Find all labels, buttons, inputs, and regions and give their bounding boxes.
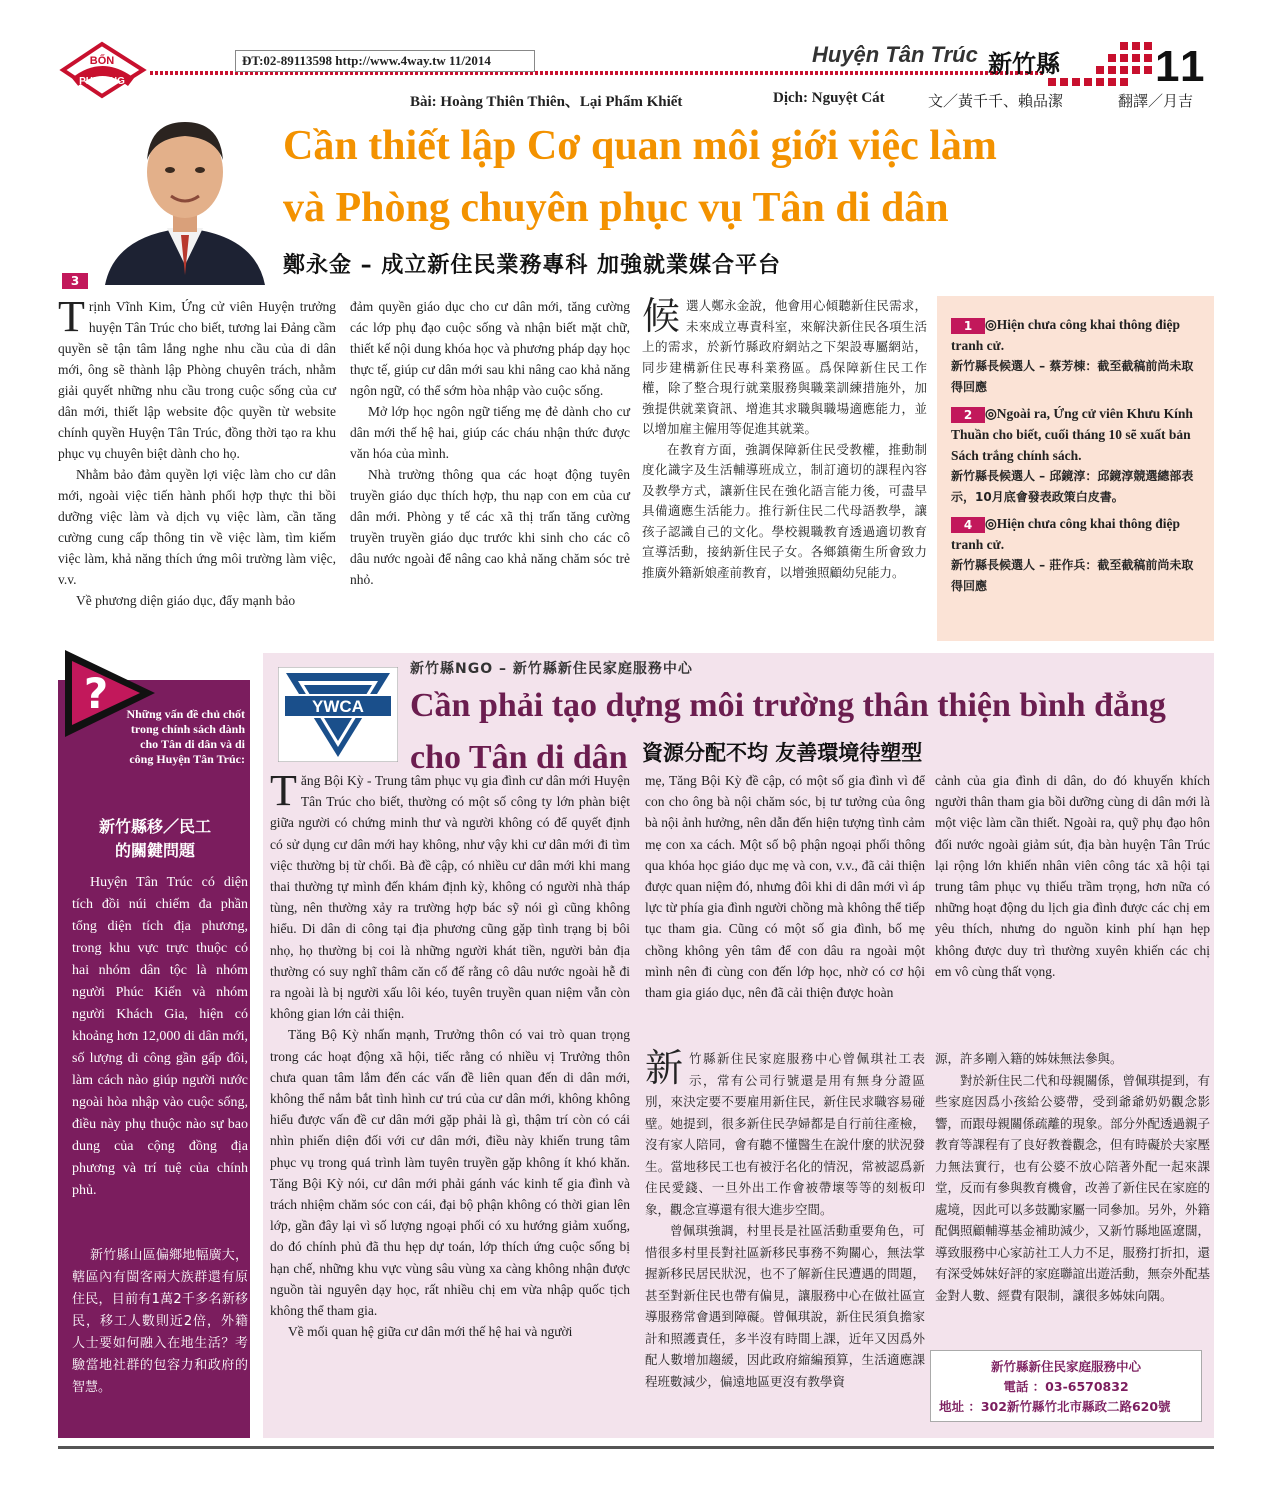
paragraph — [642, 296, 927, 440]
lower-article-column-2 — [645, 770, 925, 1003]
ywca-logo — [278, 667, 398, 762]
region-name-zh: 新竹縣 — [988, 50, 1060, 78]
paragraph: Về phương diện giáo dục, đẩy mạnh bảo — [76, 593, 296, 608]
paragraph: Tăng Bộ Kỳ nhấn mạnh, Trưởng thôn có vai trò quan trọng trong các hoạt động xã hội, tiếc rằng có nhiều vị Trưởng thôn chưa quan tâm lắm đến các vấn đề liên quan đến di dân mới, không thể nắm bắt tình hình cư trú của cư dân mới, không không hiểu được vấn đề cư dân mới gặp phải là gì, thậm trí còn có cái nhìn phiến diện đối với cư dân mới, điều này khiến trung tâm phục vụ trong quá trình làm tuyên truyền gặp không ít khó khăn. Tăng Bội Kỳ nói, cư dân mới phải gánh vác kinh tế gia đình và trách nhiệm chăm sóc con cái, đại bộ phận không có thời gian lên lớp, gần đây lại vì số lượng ngoại phối có xu hướng giảm xuống, do đó chính phủ đã thu hẹp dự toán, lớp thích ứng cuộc sống bị hạn chế, những khu vực vùng sâu vùng xa càng không nhận được nguồn tài nguyên dạy học, rất nhiều chị em vừa nhập quốc tịch không thể tham gia. — [270, 1027, 630, 1319]
paragraph: 曾佩琪強調，村里長是社區活動重要角色，可惜很多村里長對社區新移民事務不夠關心，無法掌握新移民居民狀況，也不了解新住民遭遇的問題，甚至對新住民也帶有偏見，讓服務中心在做社區宣導服務常會遇到障礙。曾佩琪說，新住民須負擔家計和照護責任，多半沒有時間上課，近年又因爲外配人數增加趨緩，因此政府縮編預算，生活適應課程班數減少，偏遠地區更沒有教學資 — [645, 1223, 925, 1389]
lower-article-column-1 — [270, 766, 630, 1342]
paragraph-text: rịnh Vĩnh Kim, Ứng cử viên Huyện trưởng huyện Tân Trúc cho biết, tương lai Đảng cầm quyền sẽ tận tâm lắng nghe nhu cầu của di dân mới, ông sẽ thành lập Phòng chuyên trách, nhằm giải quyết những nhu cầu trong cuộc sống của cư dân mới, thiết lập website độc quyền từ website chính quyền Huyện Tân Trúc, đồng thời tạo ra khu phục vụ chuyên biệt dành cho họ. — [58, 299, 336, 461]
side-panel-body — [72, 872, 248, 1202]
photo-number-badge: 3 — [62, 273, 88, 289]
side-panel-title-zh — [70, 815, 240, 863]
paragraph — [645, 1048, 925, 1220]
sidebar-item-number: 4 — [951, 517, 985, 533]
sidebar-item — [951, 314, 1200, 398]
lower-article-column-zh-1 — [645, 1048, 925, 1392]
top-article-column-2 — [350, 296, 630, 590]
page-number: 11 — [1155, 42, 1208, 91]
side-panel-title-zh-line2: 的關鍵問題 — [114, 841, 195, 860]
contact-name: 新竹縣新住民家庭服務中心 — [990, 1359, 1141, 1374]
contact-box — [930, 1350, 1202, 1422]
dropcap: T — [58, 292, 85, 341]
lower-headline-line2: cho Tân di dân — [410, 739, 628, 776]
lower-headline — [410, 680, 1210, 784]
sidebar-item-number: 2 — [951, 407, 985, 423]
paragraph: 源，許多剛入籍的姊妹無法參與。 — [935, 1051, 1123, 1066]
paragraph-text: 竹縣新住民家庭服務中心曾佩琪社工表示，常有公司行號還是用有無身分證區別，來決定要不要雇用新住民，新住民求職容易碰壁。她提到，很多新住民孕婦都是自行前往產檢，沒有家人陪同，會有聽不懂醫生在說什麼的狀況發生。當地移民工也有被汙名化的情況，常被認爲新住民愛錢、一旦外出工作會被帶壞等等的刻板印象，觀念宣導還有很大進步空間。 — [645, 1051, 925, 1217]
paragraph — [58, 292, 336, 464]
svg-text:BỐN: BỐN — [89, 55, 115, 67]
paragraph: Nhà trường thông qua các hoạt động tuyên truyền giáo dục thích hợp, thu nạp con em của cư dân mới. Phòng y tế các xã thị trấn tăng cường truyền truyền giáo dục trước khi sinh cho các cô dâu nước ngoài để nâng cao khả năng chăm sóc trẻ nhỏ. — [350, 467, 630, 587]
paragraph: 在教育方面，強調保障新住民受教權，推動制度化識字及生活輔導班成立，制訂適切的課程內容及教學方式，讓新住民在強化語言能力後，可盡早具備適應生活能力。推行新住民二代母語教學，讓孩子認識自己的文化。學校親職教育透過適切教育宣導活動，接納新住民子女。各鄉鎮衛生所會致力推廣外籍新娘產前教育，以增強照顧幼兒能力。 — [642, 441, 927, 580]
byline-translator-zh: 翻譯／月吉 — [1118, 92, 1194, 110]
paragraph — [270, 766, 630, 1024]
svg-text:?: ? — [83, 669, 109, 718]
top-headline — [283, 115, 1243, 239]
top-article-column-zh — [642, 296, 927, 583]
sidebar-item-zh: 新竹縣長候選人 – 邱鏡淳：邱鏡淳競選總部表示，10月底會發表政策白皮書。 — [951, 469, 1194, 504]
dropcap: T — [270, 766, 297, 815]
paragraph: đảm quyền giáo dục cho cư dân mới, tăng cường các lớp phụ đạo cuộc sống và nhận biết mặt chữ, thiết kế nội dung khóa học và phương pháp dạy học thực tế, giúp cư dân mới sau khi nâng cao khả năng ngôn ngữ, có thể sớm hòa nhập vào cuộc sống. — [350, 299, 630, 398]
candidates-sidebar — [937, 296, 1214, 641]
lower-article-column-3 — [935, 770, 1210, 982]
region-name: Huyện Tân Trúc — [812, 42, 978, 67]
side-panel-title: Những vấn đề chủ chốt trong chính sách dành cho Tân di dân và di công Huyện Tân Trúc: — [126, 707, 245, 766]
bottom-rule — [58, 1446, 1214, 1449]
sidebar-item-text: ◎Hiện chưa công khai thông điệp tranh cử. — [951, 516, 1181, 552]
bon-phuong-logo — [55, 40, 150, 100]
candidate-portrait — [95, 100, 275, 285]
sidebar-item-text: ◎Ngoài ra, Ứng cử viên Khưu Kính Thuần cho biết, cuối tháng 10 sẽ xuất bản Sách trắng chính sách. — [951, 406, 1193, 463]
paragraph: 對於新住民二代和母親關係，曾佩琪提到，有些家庭因爲小孩給公婆帶，受到爺爺奶奶觀念影響，而跟母親關係疏離的現象。部分外配透過親子教育等課程有了良好教養觀念，但有時礙於夫家壓力無法實行，也有公婆不放心陪著外配一起來課堂，反而有參與教育機會，改善了新住民在家庭的處境，因此可以多鼓勵家屬一同參加。另外，外籍配偶照顧輔導基金補助減少，又新竹縣地區遼闊，導致服務中心家訪社工人力不足，服務打折扣，還有深受姊妹好評的家庭聯誼出遊活動，無奈外配基金對人數、經費有限制，讓很多姊妹向隅。 — [935, 1072, 1211, 1303]
paragraph-text: ăng Bội Kỳ - Trung tâm phục vụ gia đình cư dân mới Huyện Tân Trúc cho biết, thường có một số công ty lớn phàn biệt giữa người có chứng minh thư và người không có để quyết định có sử dụng cư dân mới hay không, như vậy khi cư dân mới đi tìm việc thường bị từ chối. Bà đề cập, có nhiều cư dân mới khi mang thai thường tự mình đến khám định kỳ, không có người nhà tháp tùng, nên thường xảy ra trường hợp bác sỹ nói gì cũng không hiểu. Di dân di công tại địa phương cũng gặp tình trạng bị bôi nhọ, họ thường bị coi là những người khát tiền, người bản địa thường có suy nghĩ thâm căn cố đế rằng cô dâu nước ngoài hễ đi ra ngoài là bị người xấu lôi kéo, tuyên truyền quan niệm vẫn còn không gian lớn cải thiện. — [270, 773, 630, 1022]
top-headline-line1: Cần thiết lập Cơ quan môi giới việc làm — [283, 123, 997, 169]
byline-translator: Dịch: Nguyệt Cát — [773, 90, 885, 106]
sidebar-item-number: 1 — [951, 318, 985, 334]
header-contact-line: ĐT:02-89113598 http://www.4way.tw 11/2014 — [235, 50, 535, 72]
lower-subhead-zh: 資源分配不均 友善環境待塑型 — [642, 741, 923, 765]
sidebar-item-zh: 新竹縣長候選人 – 蔡芳棟：截至截稿前尚未取得回應 — [951, 359, 1194, 394]
ywca-logo-text: YWCA — [312, 697, 364, 716]
side-panel-body-zh — [72, 1245, 248, 1399]
contact-address: 地址 ：302新竹縣竹北市縣政二路620號 — [939, 1399, 1171, 1414]
dropcap: 候 — [642, 294, 681, 338]
top-headline-line2: và Phòng chuyên phục vụ Tân di dân — [283, 185, 949, 231]
paragraph-text: 選人鄭永金說，他會用心傾聽新住民需求，未來成立專責科室，來解決新住民各項生活上的需求，於新竹縣政府網站之下架設專屬網站，同步建構新住民專科業務區。爲保障新住民工作權，除了整合現行就業服務與職業訓練措施外，加強提供就業資訊、增進其求職與職場適應能力，並以增加雇主僱用等促進其就業。 — [642, 298, 927, 436]
paragraph: Mở lớp học ngôn ngữ tiếng mẹ đẻ dành cho cư dân mới thế hệ hai, giúp các cháu nhận thức được văn hóa của mình. — [350, 404, 630, 461]
lower-article-column-zh-2 — [935, 1048, 1210, 1306]
paragraph: 新竹縣山區偏鄉地幅廣大，轄區內有閩客兩大族群還有原住民，目前有1萬2千多名新移民，移工人數則近2倍，外籍人士要如何融入在地生活？考驗當地社群的包容力和政府的智慧。 — [72, 1248, 248, 1395]
sidebar-item-zh: 新竹縣長候選人 – 莊作兵：截至截稿前尚未取得回應 — [951, 558, 1194, 593]
decorative-squares — [1040, 40, 1155, 90]
svg-text:PHƯƠNG: PHƯƠNG — [79, 76, 125, 87]
sidebar-item-text: ◎Hiện chưa công khai thông điệp tranh cử. — [951, 317, 1181, 353]
paragraph: Huyện Tân Trúc có diện tích đồi núi chiếm đa phần tổng diện tích địa phương, trong khu vực trực thuộc có hai nhóm dân tộc là nhóm người Phúc Kiến và nhóm người Khách Gia, hiện có khoảng hơn 12,000 di dân mới, số lượng di công gần gấp đôi, làm cách nào giúp người nước ngoài hòa nhập vào cuộc sống, điều này phụ thuộc nào sự bao dung của cộng đồng địa phương và trí tuệ của chính phủ. — [72, 875, 248, 1198]
contact-phone: 電話 ：03-6570832 — [1003, 1379, 1129, 1394]
byline-authors: Bài: Hoàng Thiên Thiên、Lại Phẩm Khiết — [410, 94, 683, 110]
paragraph: Về mối quan hệ giữa cư dân mới thế hệ hai và người — [288, 1324, 573, 1340]
paragraph: mẹ, Tăng Bội Kỳ đề cập, có một số gia đình vì để con cho ông bà nội chăm sóc, bị tư tưởng của ông bà nội ảnh hưởng, nên dẫn đến hiện tượng tình cảm mẹ con xa cách. Một số bộ phận ngoại phối thông qua khóa học giáo dục mẹ và con, v.v., đã cải thiện được quan niệm đó, nhưng đôi khi di dân mới vì áp lực từ phía gia đình người chồng mà không thể tiếp tục tham gia. Cũng có một số gia đình, bố mẹ chồng không yên tâm để con dâu ra ngoài một mình nên đi cùng con đến lớp học, nhờ có cơ hội tham gia giáo dục, nên đã cải thiện được hoàn — [645, 773, 925, 1001]
side-panel-title-zh-line1: 新竹縣移／民工 — [98, 817, 211, 836]
dropcap: 新 — [645, 1046, 684, 1090]
top-article-column-1 — [58, 292, 336, 611]
sidebar-item — [951, 403, 1200, 508]
sidebar-item — [951, 513, 1200, 597]
byline-authors-zh: 文／黃千千、賴品潔 — [928, 92, 1064, 110]
lower-headline-line1: Cần phải tạo dựng môi trường thân thiện bình đẳng — [410, 687, 1166, 724]
paragraph: cảnh của gia đình di dân, do đó khuyến khích người thân tham gia bồi dưỡng cùng di dân mới là một việc làm cần thiết. Ngoài ra, quỹ phụ đạo hôn đối nước ngoài giảm sút, địa bàn huyện Tân Trúc lại rộng lớn khiến nhân viên công tác xã hội tại trung tâm phục vụ thiếu trầm trọng, hơn nữa có những hoạt động du lịch gia đình được các chị em yêu thích, nhưng do nguồn kinh phí hạn hẹp không được duy trì thường xuyên khiến các chị em vô cùng thất vọng. — [935, 773, 1210, 979]
top-subhead-zh: 鄭永金 – 成立新住民業務專科 加強就業媒合平台 — [283, 253, 781, 278]
paragraph: Nhằm bảo đảm quyền lợi việc làm cho cư dân mới, ngoài việc tiến hành phối hợp thực thi bồi dưỡng việc làm và dịch vụ việc làm, cần tăng cường cung cấp thông tin về việc làm, tìm kiếm việc làm, khả năng thích ứng môi trường làm việc, v.v. — [58, 467, 336, 587]
ngo-label: 新竹縣NGO – 新竹縣新住民家庭服務中心 — [410, 661, 693, 677]
